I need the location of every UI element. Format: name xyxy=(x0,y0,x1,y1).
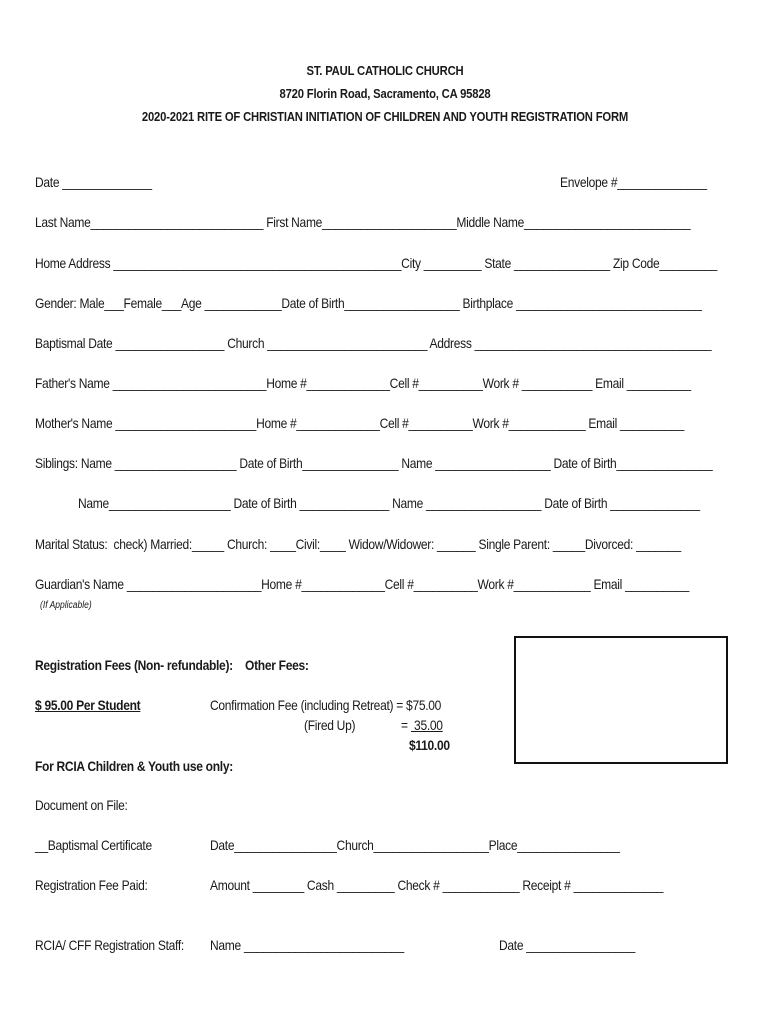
baptismal-certificate-fields[interactable]: Date________________Church__________________Place________________ xyxy=(210,837,620,853)
registration-fee-paid-label: Registration Fee Paid: xyxy=(35,877,148,893)
staff-name-field[interactable]: Name _________________________ xyxy=(210,937,404,953)
father-info-line[interactable]: Father's Name ________________________Home #_____________Cell #__________Work # ___________ Email __________ xyxy=(35,375,691,391)
registration-staff-label: RCIA/ CFF Registration Staff: xyxy=(35,937,184,953)
date-field[interactable]: Date ______________ xyxy=(35,174,152,190)
church-address: 8720 Florin Road, Sacramento, CA 95828 xyxy=(279,87,491,101)
per-student-fee: $ 95.00 Per Student xyxy=(35,697,141,713)
gender-age-birth-line[interactable]: Gender: Male___Female___Age ____________Date of Birth__________________ Birthplace _____________________________ xyxy=(35,295,702,311)
confirmation-fee: Confirmation Fee (including Retreat) = $75.00 xyxy=(210,697,442,713)
guardian-info-line[interactable]: Guardian's Name _____________________Home #_____________Cell #__________Work #____________ Email __________ xyxy=(35,576,690,592)
fees-total: $110.00 xyxy=(409,737,450,753)
baptismal-certificate-checkbox[interactable]: __Baptismal Certificate xyxy=(35,837,152,853)
other-fees-heading: Other Fees: xyxy=(245,657,309,673)
church-name: ST. PAUL CATHOLIC CHURCH xyxy=(306,64,464,78)
office-use-heading: For RCIA Children & Youth use only: xyxy=(35,758,233,774)
name-fields-line[interactable]: Last Name___________________________ First Name_____________________Middle Name__________________________ xyxy=(35,214,691,230)
mother-info-line[interactable]: Mother's Name ______________________Home #_____________Cell #__________Work #____________ Email __________ xyxy=(35,415,684,431)
if-applicable-note: (If Applicable) xyxy=(40,600,92,611)
fired-up-equals: = xyxy=(401,717,408,733)
document-on-file-label: Document on File: xyxy=(35,797,128,813)
marital-status-line[interactable]: Marital Status: check) Married:_____ Church: ____Civil:____ Widow/Widower: ______ Single Parent: _____Divorced: _______ xyxy=(35,536,681,552)
baptismal-info-line[interactable]: Baptismal Date _________________ Church _________________________ Address _____________________________________ xyxy=(35,335,712,351)
fired-up-amount: 35.00 xyxy=(411,717,443,733)
photo-box xyxy=(514,636,728,764)
staff-date-field[interactable]: Date _________________ xyxy=(499,937,636,953)
address-fields-line[interactable]: Home Address _____________________________________________City _________ State _______________ Zip Code_________ xyxy=(35,255,717,271)
registration-fees-heading: Registration Fees (Non- refundable): xyxy=(35,657,233,673)
siblings-line-2[interactable]: Name___________________ Date of Birth ______________ Name __________________ Date of Birth ______________ xyxy=(78,495,700,511)
registration-fee-paid-fields[interactable]: Amount ________ Cash _________ Check # ____________ Receipt # ______________ xyxy=(210,877,664,893)
siblings-line-1[interactable]: Siblings: Name ___________________ Date of Birth_______________ Name __________________ Date of Birth_______________ xyxy=(35,455,713,471)
fired-up-label: (Fired Up) xyxy=(304,717,356,733)
form-title: 2020-2021 RITE OF CHRISTIAN INITIATION OF CHILDREN AND YOUTH REGISTRATION FORM xyxy=(141,110,629,124)
envelope-field[interactable]: Envelope #______________ xyxy=(560,174,707,190)
